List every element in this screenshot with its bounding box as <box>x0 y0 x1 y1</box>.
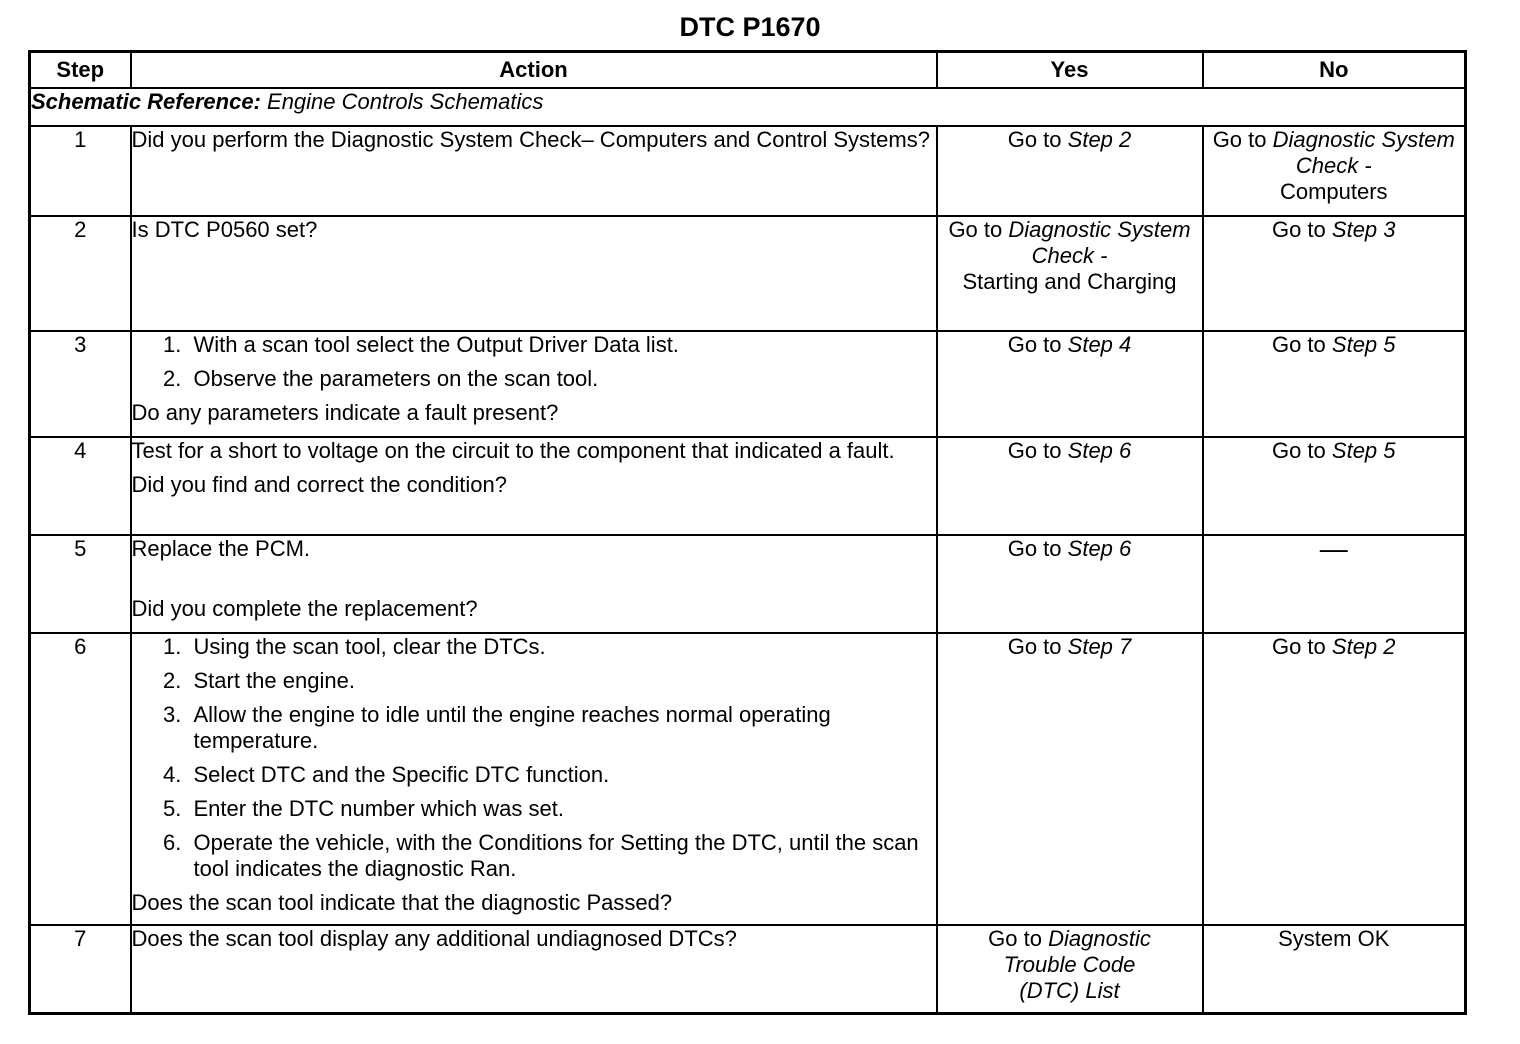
action-cell <box>131 437 937 535</box>
action-text: Did you perform the Diagnostic System Check– Computers and Control Systems? <box>131 127 930 152</box>
no-cell <box>1203 535 1466 633</box>
header-action: Action <box>131 52 937 89</box>
yes-prefix: Go to <box>988 926 1042 951</box>
step-number: 1 <box>30 126 131 216</box>
no-target: Step 3 <box>1331 217 1396 242</box>
step-row-3 <box>30 331 1466 437</box>
schematic-reference-label: Schematic Reference: <box>31 89 261 114</box>
no-target: Step 2 <box>1331 634 1396 659</box>
step-number: 3 <box>30 331 131 437</box>
action-prompt: Does the scan tool indicate that the diagnostic Passed? <box>131 890 673 915</box>
yes-cell <box>937 126 1203 216</box>
step-row-2 <box>30 216 1466 331</box>
yes-suffix: Starting and Charging <box>962 269 1177 294</box>
action-list-item: 1. Using the scan tool, clear the DTCs. <box>188 634 936 660</box>
action-text: Test for a short to voltage on the circuit to the component that indicated a fault. <box>131 438 895 463</box>
no-cell <box>1203 925 1466 1013</box>
action-text: Does the scan tool display any additional undiagnosed DTCs? <box>131 926 737 951</box>
action-list <box>132 332 936 392</box>
no-cell <box>1203 126 1466 216</box>
step-number: 7 <box>30 925 131 1013</box>
yes-cell <box>937 331 1203 437</box>
step-row-7 <box>30 925 1466 1013</box>
step-row-5 <box>30 535 1466 633</box>
action-prompt: Did you find and correct the condition? <box>131 472 507 497</box>
yes-cell <box>937 216 1203 331</box>
page-title: DTC P1670 <box>679 12 821 42</box>
no-target: Step 5 <box>1331 332 1396 357</box>
header-no: No <box>1203 52 1466 89</box>
yes-prefix: Go to <box>1007 634 1062 659</box>
schematic-reference-value: Engine Controls Schematics <box>267 89 544 114</box>
action-cell <box>131 216 937 331</box>
action-cell <box>131 535 937 633</box>
yes-target: Step 6 <box>1067 438 1132 463</box>
action-list-item: 6. Operate the vehicle, with the Conditions for Setting the DTC, until the scan tool indicates the diagnostic Ran. <box>188 830 936 882</box>
header-row <box>30 52 1466 89</box>
yes-target: Step 6 <box>1067 536 1132 561</box>
action-list-item: 3. Allow the engine to idle until the engine reaches normal operating temperature. <box>188 702 936 754</box>
step-row-6 <box>30 633 1466 925</box>
yes-target: Step 4 <box>1067 332 1132 357</box>
step-number: 6 <box>30 633 131 925</box>
action-list-item: 2. Start the engine. <box>188 668 936 694</box>
header-step: Step <box>30 52 131 89</box>
no-prefix: Go to <box>1271 634 1326 659</box>
action-text: Is DTC P0560 set? <box>131 217 318 242</box>
step-row-4 <box>30 437 1466 535</box>
action-cell <box>131 126 937 216</box>
header-yes: Yes <box>937 52 1203 89</box>
action-text: Replace the PCM. <box>131 536 311 561</box>
yes-prefix: Go to <box>1007 536 1062 561</box>
no-cell <box>1203 216 1466 331</box>
yes-prefix: Go to <box>1007 127 1062 152</box>
no-cell <box>1203 633 1466 925</box>
step-row-1 <box>30 126 1466 216</box>
no-system-ok: System OK <box>1278 926 1390 951</box>
action-list-item: 4. Select DTC and the Specific DTC function. <box>188 762 936 788</box>
yes-prefix: Go to <box>1007 332 1062 357</box>
yes-cell <box>937 633 1203 925</box>
action-prompt: Did you complete the replacement? <box>131 596 478 621</box>
schematic-reference <box>30 88 1466 126</box>
no-cell <box>1203 331 1466 437</box>
no-target: Diagnostic System Check - <box>1272 127 1455 178</box>
action-prompt: Do any parameters indicate a fault present? <box>131 400 559 425</box>
no-prefix: Go to <box>1271 217 1326 242</box>
no-target: Step 5 <box>1331 438 1396 463</box>
action-list-item: 5. Enter the DTC number which was set. <box>188 796 936 822</box>
no-prefix: Go to <box>1212 127 1267 152</box>
no-prefix: Go to <box>1271 438 1326 463</box>
action-cell <box>131 925 937 1013</box>
yes-target: Diagnostic System Check - <box>1008 217 1191 268</box>
schematic-reference-row <box>30 88 1466 126</box>
step-number: 2 <box>30 216 131 331</box>
no-cell <box>1203 437 1466 535</box>
step-number: 5 <box>30 535 131 633</box>
action-list-item: 2. Observe the parameters on the scan tool. <box>188 366 936 392</box>
action-list <box>132 634 936 882</box>
diagnostic-table <box>28 50 1467 1015</box>
yes-prefix: Go to <box>948 217 1003 242</box>
action-cell <box>131 331 937 437</box>
step-number: 4 <box>30 437 131 535</box>
yes-target: Step 2 <box>1067 127 1132 152</box>
yes-cell <box>937 925 1203 1013</box>
no-suffix: Computers <box>1279 179 1388 204</box>
yes-cell <box>937 437 1203 535</box>
action-cell <box>131 633 937 925</box>
yes-target: Diagnostic Trouble Code (DTC) List <box>1003 926 1151 1003</box>
yes-cell <box>937 535 1203 633</box>
no-prefix: Go to <box>1271 332 1326 357</box>
action-list-item: 1. With a scan tool select the Output Driver Data list. <box>188 332 936 358</box>
no-dash: — <box>1319 533 1348 564</box>
yes-prefix: Go to <box>1007 438 1062 463</box>
yes-target: Step 7 <box>1067 634 1132 659</box>
